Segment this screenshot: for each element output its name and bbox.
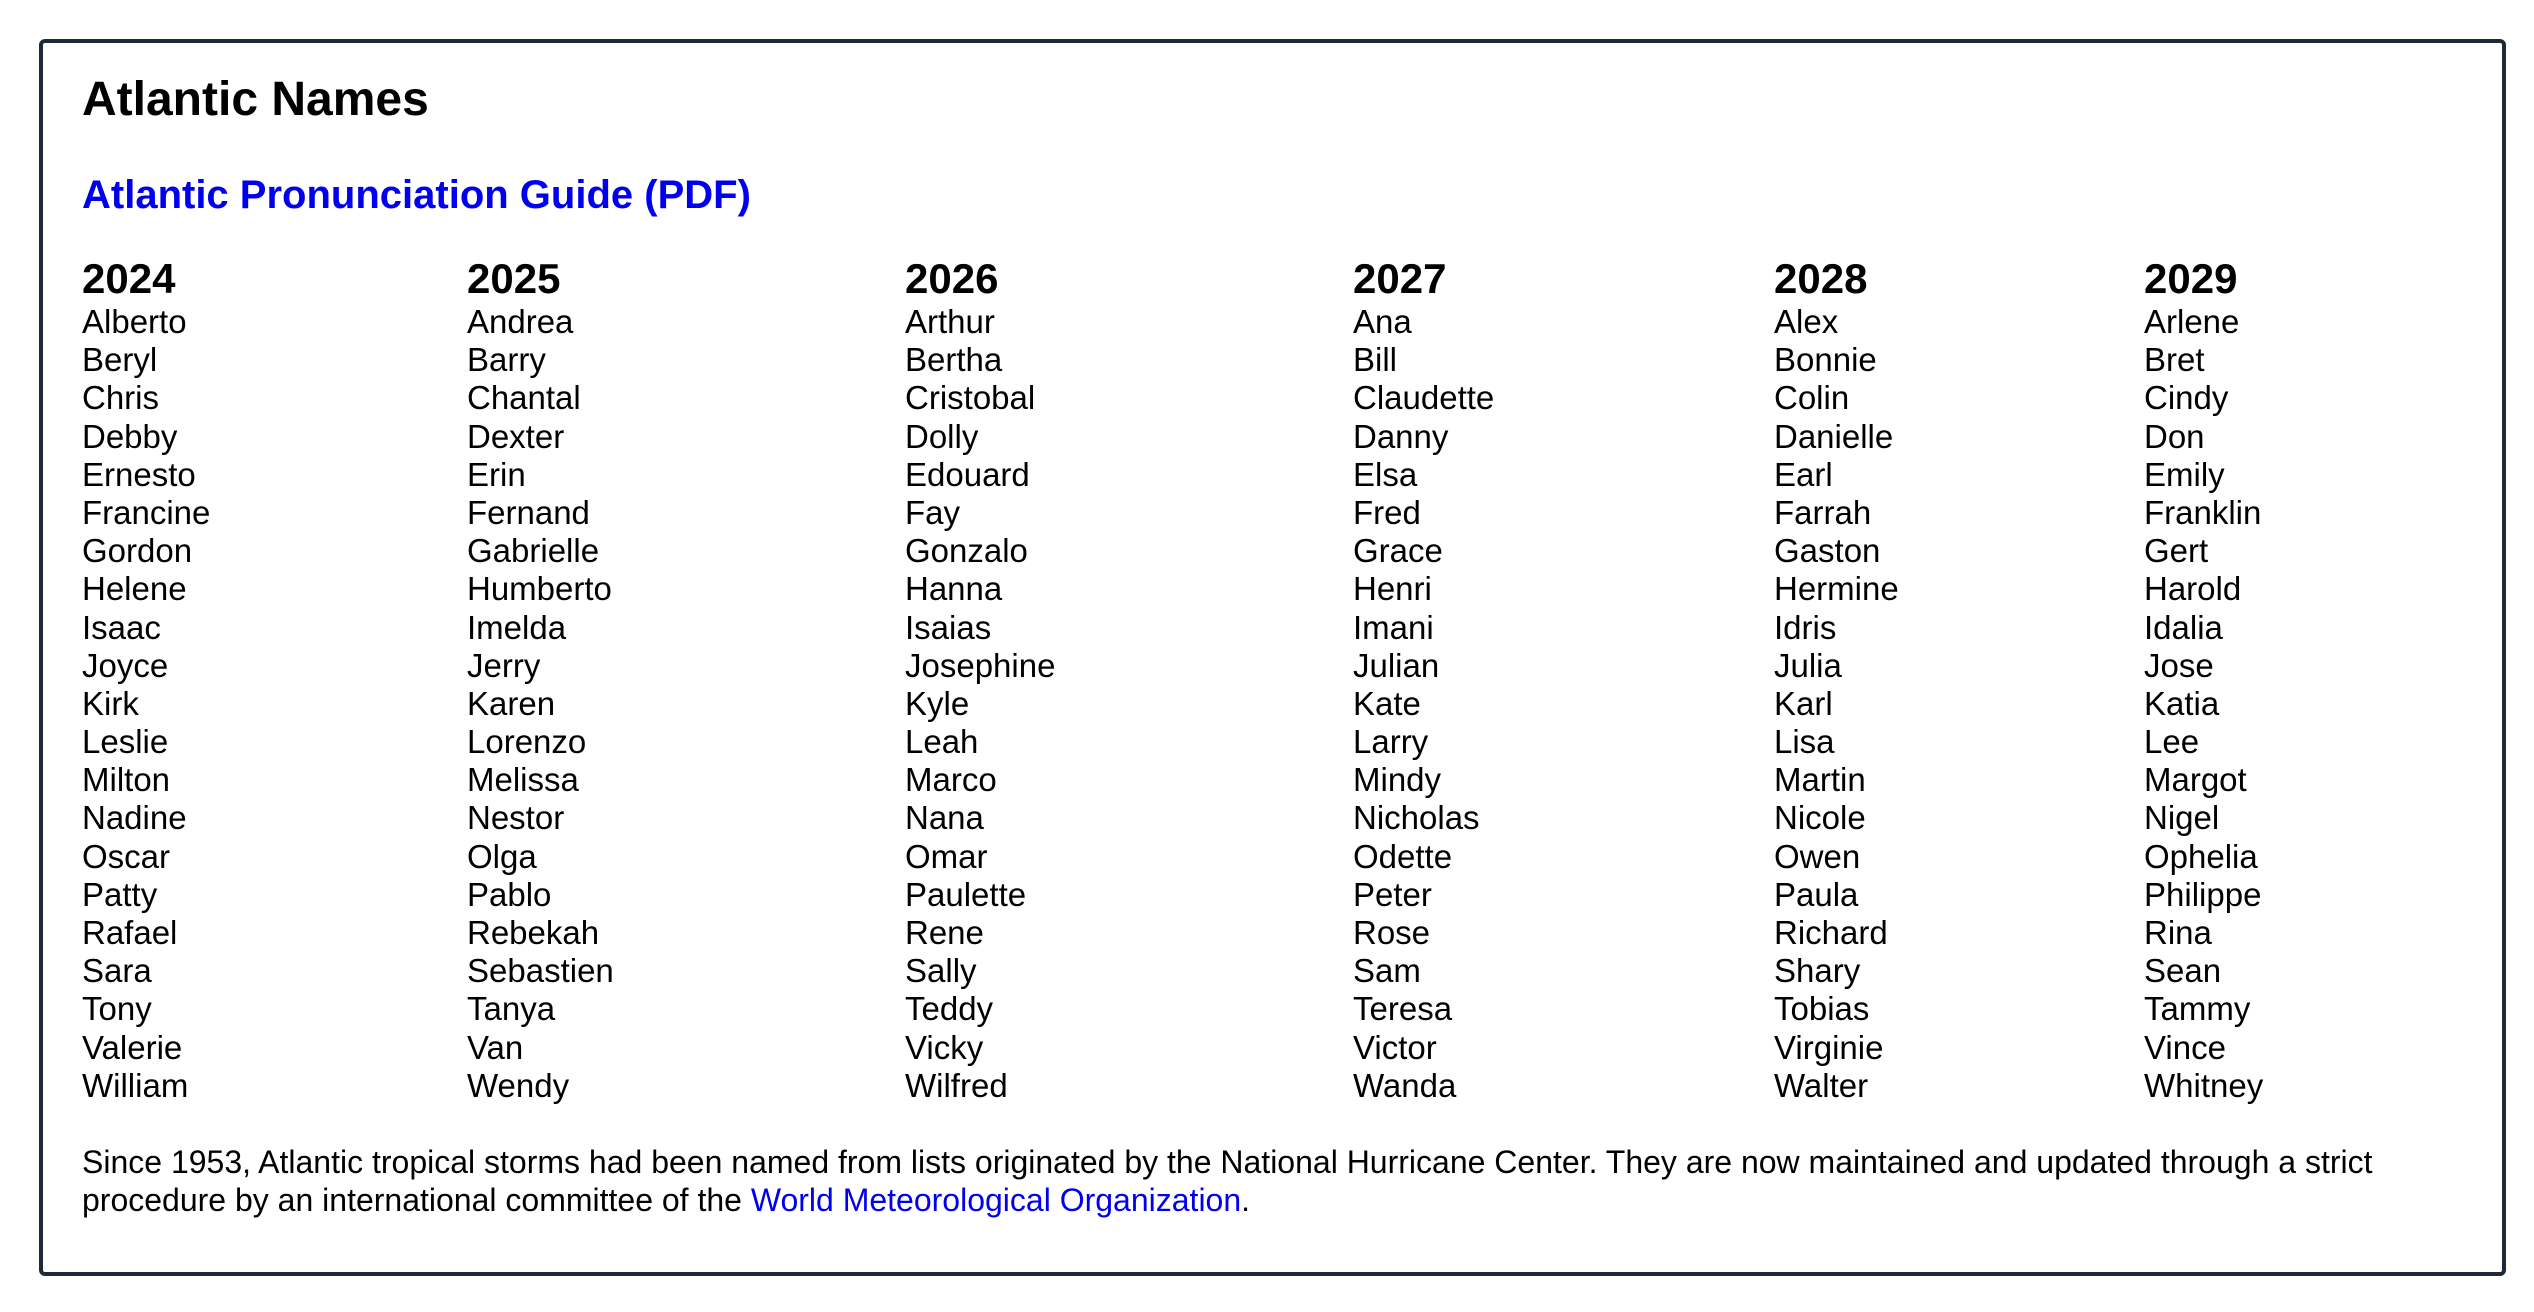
storm-name: Erin <box>467 455 526 493</box>
storm-name: Dexter <box>467 417 565 455</box>
storm-name: Helene <box>82 570 187 608</box>
storm-name-list <box>1353 303 1494 1105</box>
storm-name: Odette <box>1353 837 1453 875</box>
storm-name: Chantal <box>467 379 581 417</box>
storm-name: Alex <box>1774 303 1839 340</box>
storm-name: Leah <box>905 723 979 761</box>
storm-name: Paula <box>1774 875 1859 913</box>
storm-name: Arthur <box>905 303 995 340</box>
storm-name: Victor <box>1353 1028 1437 1066</box>
storm-name: Rafael <box>82 914 178 951</box>
storm-name: Colin <box>1774 379 1850 417</box>
storm-name: Lee <box>2144 723 2200 761</box>
storm-name-list <box>905 303 1055 1105</box>
storm-name: Farrah <box>1774 493 1872 531</box>
storm-name: Nigel <box>2144 799 2220 837</box>
storm-name: Earl <box>1774 455 1833 493</box>
storm-name: Nestor <box>467 799 565 837</box>
storm-name: Bonnie <box>1774 341 1877 379</box>
storm-name: Chris <box>82 379 160 417</box>
storm-name: Ophelia <box>2144 837 2258 875</box>
year-column-2028 <box>1774 255 1899 1105</box>
storm-name: Walter <box>1774 1066 1869 1104</box>
storm-name: Marco <box>905 761 997 799</box>
storm-name: Cristobal <box>905 379 1036 417</box>
storm-name: Kyle <box>905 684 970 722</box>
storm-name: Valerie <box>82 1028 183 1066</box>
storm-name: Jerry <box>467 646 541 684</box>
storm-name: Patty <box>82 875 158 913</box>
storm-name: Wilfred <box>905 1066 1008 1104</box>
storm-name: Teresa <box>1353 990 1453 1028</box>
storm-name-list <box>82 303 210 1105</box>
storm-name: Sam <box>1353 952 1421 990</box>
storm-name: Ana <box>1353 303 1412 340</box>
storm-name: Whitney <box>2144 1066 2264 1104</box>
storm-name: Teddy <box>905 990 994 1028</box>
storm-name: Tony <box>82 990 152 1028</box>
storm-name: Edouard <box>905 455 1030 493</box>
storm-name: Sebastien <box>467 952 614 990</box>
storm-name: Leslie <box>82 723 169 761</box>
storm-name: Isaias <box>905 608 992 646</box>
storm-name: Julia <box>1774 646 1842 684</box>
year-column-2029 <box>2144 255 2263 1105</box>
year-column-2027 <box>1353 255 1494 1105</box>
storm-name: Isaac <box>82 608 161 646</box>
storm-name: Don <box>2144 417 2205 455</box>
storm-name: Paulette <box>905 875 1027 913</box>
storm-name-list <box>1774 303 1899 1105</box>
storm-name: Karen <box>467 684 556 722</box>
storm-name: Richard <box>1774 914 1888 951</box>
storm-name: Hanna <box>905 570 1003 608</box>
storm-name: Alberto <box>82 303 187 340</box>
storm-name: Wendy <box>467 1066 570 1104</box>
storm-name: Joyce <box>82 646 169 684</box>
storm-name: Grace <box>1353 532 1443 570</box>
storm-name: Sally <box>905 952 977 990</box>
storm-name: Milton <box>82 761 171 799</box>
storm-name: Kirk <box>82 684 139 722</box>
year-heading: 2026 <box>905 255 999 302</box>
storm-name: Gaston <box>1774 532 1881 570</box>
storm-name: Vicky <box>905 1028 984 1066</box>
storm-name: Andrea <box>467 303 574 340</box>
storm-name: Larry <box>1353 723 1429 761</box>
storm-name: Lisa <box>1774 723 1835 761</box>
storm-name: Idalia <box>2144 608 2223 646</box>
storm-name: Rebekah <box>467 914 600 951</box>
storm-name: Harold <box>2144 570 2242 608</box>
year-heading: 2028 <box>1774 255 1868 302</box>
storm-name: Rene <box>905 914 984 951</box>
naming-history-paragraph <box>82 1143 2502 1219</box>
storm-name: Barry <box>467 341 546 379</box>
storm-name: Bret <box>2144 341 2205 379</box>
storm-name-list <box>467 303 614 1105</box>
storm-name: Danielle <box>1774 417 1894 455</box>
storm-name: Nicholas <box>1353 799 1480 837</box>
storm-name: Nadine <box>82 799 187 837</box>
storm-name: Olga <box>467 837 537 875</box>
wmo-link[interactable]: World Meteorological Organization <box>750 1182 1242 1218</box>
year-column-2024 <box>82 255 210 1105</box>
storm-name: Debby <box>82 417 178 455</box>
storm-name: Humberto <box>467 570 612 608</box>
storm-name: William <box>82 1066 189 1104</box>
storm-name: Emily <box>2144 455 2225 493</box>
year-column-2026 <box>905 255 1055 1105</box>
storm-name: Van <box>467 1028 524 1066</box>
storm-name: Gordon <box>82 532 193 570</box>
storm-name: Imelda <box>467 608 567 646</box>
storm-name: Francine <box>82 493 211 531</box>
storm-name: Hermine <box>1774 570 1899 608</box>
storm-name: Martin <box>1774 761 1866 799</box>
storm-name: Melissa <box>467 761 579 799</box>
storm-name: Mindy <box>1353 761 1442 799</box>
storm-name: Tanya <box>467 990 556 1028</box>
atlantic-names-panel <box>39 39 2506 1276</box>
storm-name: Bertha <box>905 341 1003 379</box>
storm-name: Peter <box>1353 875 1432 913</box>
storm-name: Claudette <box>1353 379 1495 417</box>
storm-name: Rose <box>1353 914 1431 951</box>
storm-name: Oscar <box>82 837 171 875</box>
storm-name: Gert <box>2144 532 2209 570</box>
pronunciation-guide-link[interactable]: Atlantic Pronunciation Guide (PDF) <box>82 173 751 217</box>
storm-name: Elsa <box>1353 455 1418 493</box>
storm-name: Gabrielle <box>467 532 600 570</box>
storm-name: Jose <box>2144 646 2214 684</box>
storm-name: Bill <box>1353 341 1398 379</box>
storm-name: Omar <box>905 837 988 875</box>
storm-name: Margot <box>2144 761 2247 799</box>
storm-name: Julian <box>1353 646 1440 684</box>
storm-name: Virginie <box>1774 1028 1884 1066</box>
storm-name: Imani <box>1353 608 1434 646</box>
storm-name: Kate <box>1353 684 1421 722</box>
footer-text-start: Since 1953, Atlantic tropical storms had been named from lists originated by the National Hurricane Center. They are now maintained and updated through a strict procedure by an international committee of the <box>82 1144 2373 1218</box>
year-heading: 2027 <box>1353 255 1447 302</box>
storm-name: Sean <box>2144 952 2222 990</box>
storm-name: Arlene <box>2144 303 2240 340</box>
storm-name: Josephine <box>905 646 1056 684</box>
storm-name: Danny <box>1353 417 1449 455</box>
storm-name: Katia <box>2144 684 2220 722</box>
storm-name: Shary <box>1774 952 1861 990</box>
storm-name: Fred <box>1353 493 1421 531</box>
storm-name: Franklin <box>2144 493 2262 531</box>
storm-name: Owen <box>1774 837 1861 875</box>
storm-name: Nana <box>905 799 984 837</box>
year-heading: 2029 <box>2144 255 2238 302</box>
storm-name-list <box>2144 303 2263 1105</box>
storm-name: Henri <box>1353 570 1432 608</box>
storm-name: Tammy <box>2144 990 2251 1028</box>
footer-text-end: . <box>1241 1182 1251 1218</box>
storm-name: Rina <box>2144 914 2212 951</box>
storm-name: Vince <box>2144 1028 2226 1066</box>
storm-name: Gonzalo <box>905 532 1028 570</box>
storm-name: Wanda <box>1353 1066 1457 1104</box>
storm-name: Pablo <box>467 875 552 913</box>
storm-name: Tobias <box>1774 990 1870 1028</box>
storm-name: Philippe <box>2144 875 2262 913</box>
storm-name: Ernesto <box>82 455 196 493</box>
storm-name: Cindy <box>2144 379 2229 417</box>
storm-name: Nicole <box>1774 799 1866 837</box>
storm-name: Karl <box>1774 684 1833 722</box>
year-column-2025 <box>467 255 614 1105</box>
storm-name: Lorenzo <box>467 723 587 761</box>
storm-name: Fernand <box>467 493 590 531</box>
storm-name: Beryl <box>82 341 158 379</box>
storm-name: Idris <box>1774 608 1837 646</box>
storm-name: Dolly <box>905 417 979 455</box>
storm-name: Sara <box>82 952 152 990</box>
storm-name: Fay <box>905 493 961 531</box>
year-heading: 2025 <box>467 255 561 302</box>
page-title: Atlantic Names <box>82 73 429 126</box>
year-heading: 2024 <box>82 255 176 302</box>
